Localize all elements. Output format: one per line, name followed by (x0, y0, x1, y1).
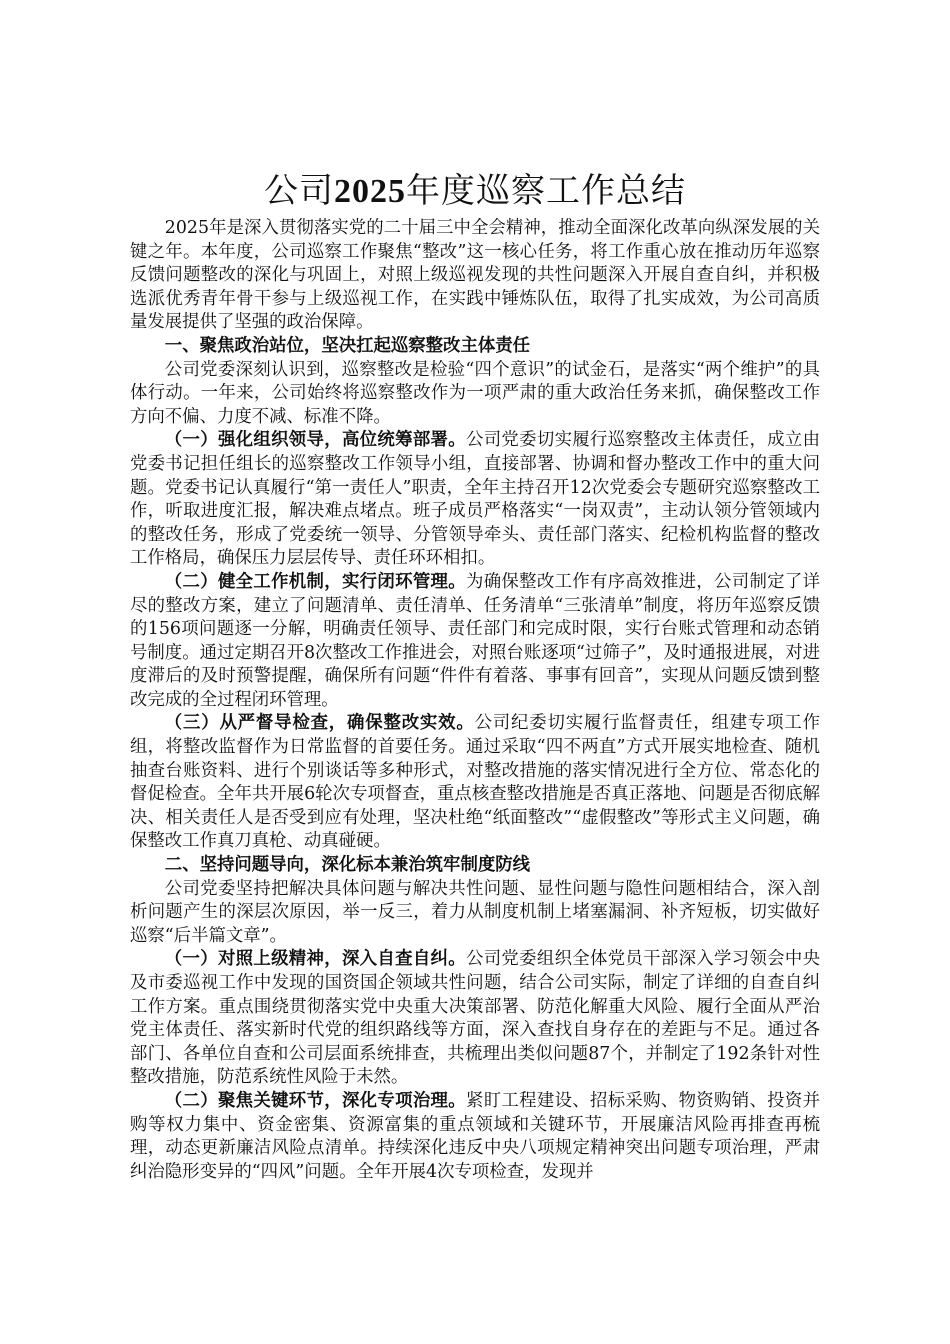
item-lead: （三）从严督导检查，确保整改实效。 (164, 713, 475, 734)
title-year: 2025 (334, 173, 406, 210)
item-text: 公司党委组织全体党员干部深入学习领会中央及市委巡视工作中发现的国资国企领域共性问题，结合公司实际，制定了详细的自查自纠工作方案。重点围绕贯彻落实党中央重大决策部署、防范化解重大风险、履行全面从严治党主体责任、落实新时代党的组织路线等方面，深入查找自身存在的差距与不足。通过各部门、各单位自查和公司层面系统排查，共梳理出类似问题87个，并制定了192条针对性整改措施，防范系统性风险于未然。 (130, 949, 820, 1088)
item-lead: （一）强化组织领导，高位统筹部署。 (164, 430, 466, 451)
section-heading-1: 一、聚焦政治站位，坚决扛起巡察整改主体责任 (164, 335, 531, 356)
section-2-item-2 (130, 1090, 820, 1184)
document-title (130, 168, 820, 215)
section-body-2: 公司党委坚持把解决具体问题与解决共性问题、显性问题与隐性问题相结合，深入剖析问题产生的深层次原因，举一反三，着力从制度机制上堵塞漏洞、补齐短板，切实做好巡察“后半篇文章”。 (130, 878, 820, 946)
title-prefix: 公司 (264, 171, 334, 211)
section-heading-2: 二、坚持问题导向，深化标本兼治筑牢制度防线 (164, 855, 531, 876)
item-text: 为确保整改工作有序高效推进，公司制定了详尽的整改方案，建立了问题清单、责任清单、任务清单“三张清单”制度，将历年巡察反馈的156项问题逐一分解，明确责任领导、责任部门和完成时限，实行台账式管理和动态销号制度。通过定期召开8次整改工作推进会，对照台账逐项“过筛子”，及时通报进展，对进度滞后的及时预警提醒，确保所有问题“件件有着落、事事有回音”，实现从问题反馈到整改完成的全过程闭环管理。 (130, 571, 820, 710)
item-lead: （二）聚焦关键环节，深化专项治理。 (164, 1090, 466, 1111)
item-lead: （一）对照上级精神，深入自查自纠。 (164, 949, 466, 970)
item-text: 公司纪委切实履行监督责任，组建专项工作组，将整改监督作为日常监督的首要任务。通过采取“四不两直”方式开展实地检查、随机抽查台账资料、进行个别谈话等多种形式，对整改措施的落实情况进行全方位、常态化的督促检查。全年共开展6轮次专项督查，重点核查整改措施是否真正落地、问题是否彻底解决、相关责任人是否受到应有处理，坚决杜绝“纸面整改”“虚假整改”等形式主义问题，确保整改工作真刀真枪、动真碰硬。 (130, 713, 820, 852)
section-1-item-3 (130, 712, 820, 854)
title-suffix: 年度巡察工作总结 (406, 171, 686, 211)
section-1-item-1 (130, 429, 820, 571)
document-page (130, 168, 820, 1184)
intro-paragraph: 2025年是深入贯彻落实党的二十届三中全会精神，推动全面深化改革向纵深发展的关键之年。本年度，公司巡察工作聚焦“整改”这一核心任务，将工作重心放在推动历年巡察反馈问题整改的深化与巩固上，对照上级巡视发现的共性问题深入开展自查自纠，并积极选派优秀青年骨干参与上级巡视工作，在实践中锤炼队伍，取得了扎实成效，为公司高质量发展提供了坚强的政治保障。 (130, 218, 820, 333)
section-2-item-1 (130, 948, 820, 1090)
item-text: 公司党委切实履行巡察整改主体责任，成立由党委书记担任组长的巡察整改工作领导小组，直接部署、协调和督办整改工作中的重大问题。党委书记认真履行“第一责任人”职责，全年主持召开12次党委会专题研究巡察整改工作，听取进度汇报，解决难点堵点。班子成员严格落实“一岗双责”，主动认领分管领域内的整改任务，形成了党委统一领导、分管领导牵头、责任部门落实、纪检机构监督的整改工作格局，确保压力层层传导、责任环环相扣。 (130, 430, 820, 569)
item-text: 紧盯工程建设、招标采购、物资购销、投资并购等权力集中、资金密集、资源富集的重点领域和关键环节，开展廉洁风险再排查再梳理，动态更新廉洁风险点清单。持续深化违反中央八项规定精神突出问题专项治理，严肃纠治隐形变异的“四风”问题。全年开展4次专项检查，发现并 (130, 1090, 820, 1182)
section-1-item-2 (130, 571, 820, 713)
item-lead: （二）健全工作机制，实行闭环管理。 (164, 571, 466, 592)
section-body-1: 公司党委深刻认识到，巡察整改是检验“四个意识”的试金石，是落实“两个维护”的具体行动。一年来，公司始终将巡察整改作为一项严肃的重大政治任务来抓，确保整改工作方向不偏、力度不减、标准不降。 (130, 359, 820, 427)
